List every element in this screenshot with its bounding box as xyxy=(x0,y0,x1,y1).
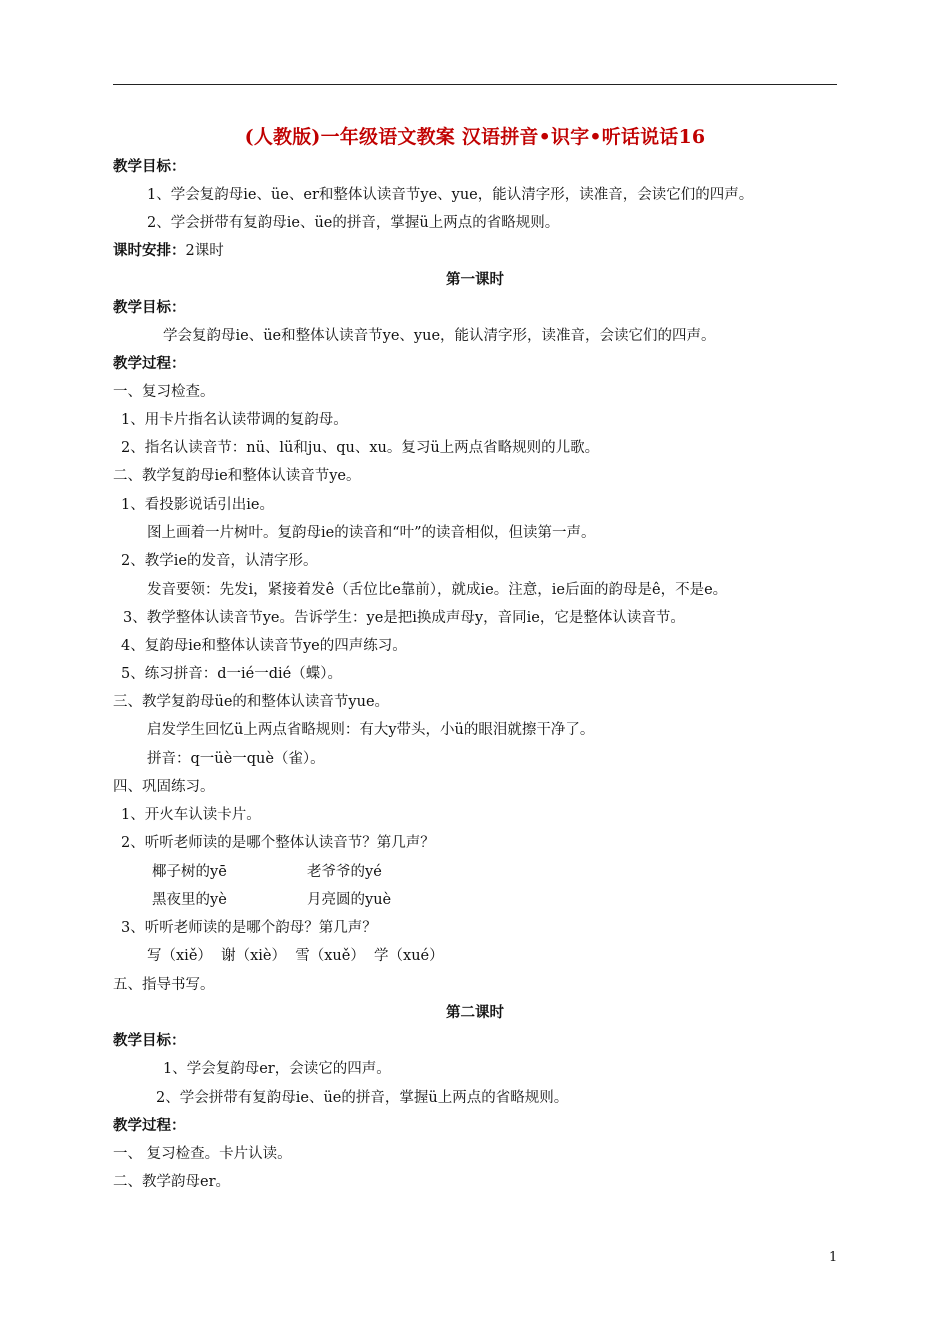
section-heading-process: 教学过程： xyxy=(113,355,186,372)
lesson-2-step-1: 一、 复习检查。卡片认读。 xyxy=(113,1146,292,1162)
schedule xyxy=(113,241,224,261)
section-heading-objectives: 教学目标： xyxy=(113,299,186,316)
step-4: 四、巩固练习。 xyxy=(113,779,215,795)
page-number: 1 xyxy=(829,1250,838,1265)
step-2-1-detail: 图上画着一片树叶。复韵母ie的读音和“叶”的读音相似，但读第一声。 xyxy=(147,525,596,541)
step-2-2: 2、教学ie的发音，认清字形。 xyxy=(121,553,318,569)
step-1-2: 2、指名认读音节：nü、lü和ju、qu、xu。复习ü上两点省略规则的儿歌。 xyxy=(121,440,600,456)
step-3-detail-1: 启发学生回忆ü上两点省略规则：有大y带头，小ü的眼泪就擦干净了。 xyxy=(147,722,595,738)
schedule-value: 2课时 xyxy=(185,243,224,259)
step-1: 一、复习检查。 xyxy=(113,384,215,400)
step-3-detail-2: 拼音：q一üè一què（雀）。 xyxy=(147,751,325,767)
lesson-2-objective-1: 1、学会复韵母er，会读它的四声。 xyxy=(163,1061,391,1077)
step-4-2: 2、听听老师读的是哪个整体认读音节？第几声？ xyxy=(121,835,435,851)
section-heading-objectives: 教学目标： xyxy=(113,1032,186,1049)
example-ye2: 老爷爷的yé xyxy=(307,864,382,880)
step-2-3: 3、教学整体认读音节ye。告诉学生：ye是把i换成声母y，音同ie，它是整体认读音节。 xyxy=(123,610,685,626)
step-4-3-examples: 写（xiě） 谢（xiè） 雪（xuě） 学（xué） xyxy=(147,948,444,964)
step-5: 五、指导书写。 xyxy=(113,977,215,993)
page-title: (人教版)一年级语文教案 汉语拼音•识字•听话说话16 xyxy=(244,126,706,148)
step-3: 三、教学复韵母üe的和整体认读音节yue。 xyxy=(113,694,390,710)
example-yue4: 月亮圆的yuè xyxy=(307,892,392,908)
step-2-2-detail: 发音要领：先发i，紧接着发ê（舌位比e靠前），就成ie。注意，ie后面的韵母是ê，不是e。 xyxy=(147,582,728,598)
section-heading-objectives: 教学目标： xyxy=(113,158,186,175)
lesson-2-objective-2: 2、学会拼带有复韵母ie、üe的拼音，掌握ü上两点的省略规则。 xyxy=(156,1090,569,1106)
step-2-1: 1、看投影说话引出ie。 xyxy=(121,497,274,513)
example-ye1: 椰子树的yē xyxy=(152,864,227,880)
header-rule xyxy=(113,84,837,85)
step-4-1: 1、开火车认读卡片。 xyxy=(121,807,261,823)
objective-text: 学会复韵母ie、üe和整体认读音节ye、yue，能认清字形，读准音，会读它们的四声。 xyxy=(163,328,716,344)
lesson-1-heading: 第一课时 xyxy=(446,271,504,288)
step-2: 二、教学复韵母ie和整体认读音节ye。 xyxy=(113,468,361,484)
lesson-2-step-2: 二、教学韵母er。 xyxy=(113,1174,231,1190)
step-1-1: 1、用卡片指名认读带调的复韵母。 xyxy=(121,412,348,428)
example-ye4: 黑夜里的yè xyxy=(152,892,227,908)
objective-2: 2、学会拼带有复韵母ie、üe的拼音，掌握ü上两点的省略规则。 xyxy=(147,215,560,231)
section-heading-process: 教学过程： xyxy=(113,1117,186,1134)
step-4-3: 3、听听老师读的是哪个韵母？第几声？ xyxy=(121,920,377,936)
step-2-5: 5、练习拼音：d一ié一dié（蝶）。 xyxy=(121,666,342,682)
step-2-4: 4、复韵母ie和整体认读音节ye的四声练习。 xyxy=(121,638,407,654)
schedule-label: 课时安排： xyxy=(113,242,186,259)
lesson-2-heading: 第二课时 xyxy=(446,1004,504,1021)
objective-1: 1、学会复韵母ie、üe、er和整体认读音节ye、yue，能认清字形，读准音，会读它们的四声。 xyxy=(147,187,754,203)
